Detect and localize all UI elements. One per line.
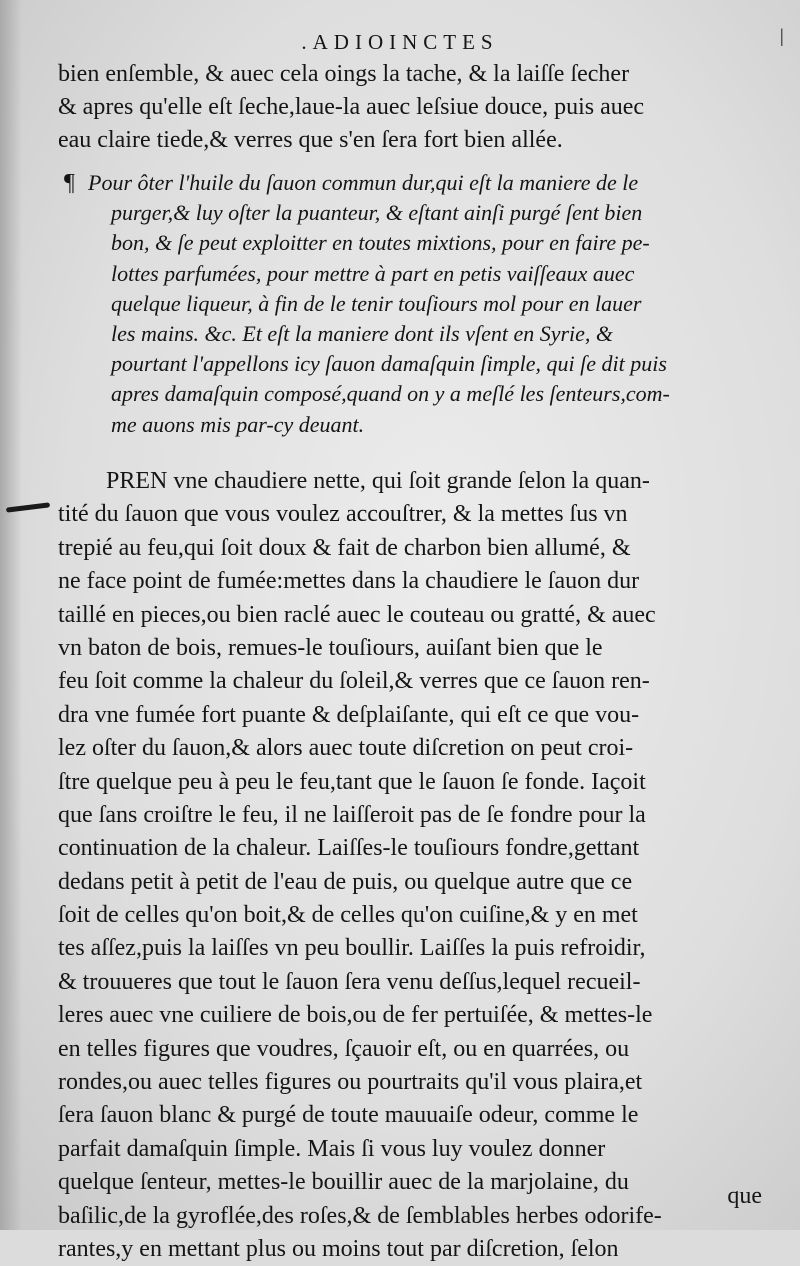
text-line: ſoit de celles qu'on boit,& de celles qu'on cuiſine,& y en met — [58, 902, 638, 929]
text-line: me auons mis par-cy deuant. — [111, 411, 365, 437]
italic-heading-paragraph — [64, 168, 776, 440]
main-paragraph — [58, 465, 770, 1266]
text-line: tes aſſez,puis la laiſſes vn peu boullir. Laiſſes la puis refroidir, — [58, 935, 646, 962]
text-line: apres damaſquin composé,quand on y a meſlé les ſenteurs,com- — [111, 381, 670, 407]
text-line: ſera ſauon blanc & purgé de toute mauuaiſe odeur, comme le — [58, 1102, 639, 1129]
text-line: & trouueres que tout le ſauon ſera venu deſſus,lequel recueil- — [58, 968, 641, 995]
running-head: .ADIOINCTES — [301, 30, 499, 54]
text-line: ne face point de fumée:mettes dans la chaudiere le ſauon dur — [58, 568, 640, 595]
text-line: lottes parfumées, pour mettre à part en petis vaiſſeaux auec — [111, 260, 635, 286]
text-line: quelque liqueur, à fin de le tenir touſiours mol pour en lauer — [111, 290, 642, 316]
text-line: feu ſoit comme la chaleur du ſoleil,& verres que ce ſauon ren- — [58, 668, 650, 695]
text-line: bien enſemble, & auec cela oings la tache, & la laiſſe ſecher — [58, 61, 630, 87]
text-line: PREN vne chaudiere nette, qui ſoit grande ſelon la quan- — [106, 468, 650, 494]
corner-mark: | — [779, 26, 784, 46]
text-line: que ſans croiſtre le feu, il ne laiſſeroit pas de ſe fondre pour la — [58, 801, 646, 828]
text-line: pourtant l'appellons icy ſauon damaſquin ſimple, qui ſe dit puis — [111, 351, 667, 377]
text-line: continuation de la chaleur. Laiſſes-le touſiours fondre,gettant — [58, 835, 640, 862]
text-line: quelque ſenteur, mettes-le bouillir auec de la marjolaine, du — [58, 1169, 629, 1196]
text-line: eau claire tiede,& verres que s'en ſera fort bien allée. — [58, 127, 563, 153]
text-line: ſtre quelque peu à peu le feu,tant que le ſauon ſe fonde. Iaçoit — [58, 768, 646, 795]
text-line: rondes,ou auec telles figures ou pourtraits qu'il vous plaira,et — [58, 1069, 643, 1096]
text-line: en telles figures que voudres, ſçauoir eſt, ou en quarrées, ou — [58, 1035, 630, 1062]
text-line: parfait damaſquin ſimple. Mais ſi vous luy voulez donner — [58, 1135, 606, 1162]
text-line: rantes,y en mettant plus ou moins tout par diſcretion, ſelon — [58, 1235, 619, 1262]
text-line: purger,& luy oſter la puanteur, & eſtant ainſi purgé ſent bien — [111, 200, 643, 226]
text-line: tité du ſauon que vous voulez accouſtrer, & la mettes ſus vn — [58, 501, 628, 528]
catchword: que — [727, 1183, 762, 1209]
pilcrow-mark: ¶ — [64, 170, 75, 196]
text-line: leres auec vne cuiliere de bois,ou de fer pertuiſée, & mettes-le — [58, 1002, 653, 1029]
text-line: dra vne fumée fort puante & deſplaiſante, qui eſt ce que vou- — [58, 701, 640, 728]
text-line: lez oſter du ſauon,& alors auec toute diſcretion on peut croi- — [58, 735, 634, 762]
top-paragraph — [58, 58, 770, 157]
text-line: dedans petit à petit de l'eau de puis, ou quelque autre que ce — [58, 868, 633, 895]
page-gutter-shadow — [0, 0, 22, 1230]
text-line: trepié au feu,qui ſoit doux & fait de charbon bien allumé, & — [58, 534, 631, 561]
text-line: taillé en pieces,ou bien raclé auec le couteau ou gratté, & auec — [58, 601, 656, 628]
text-line-content: Pour ôter l'huile du ſauon commun dur,qui eſt la maniere de le — [88, 170, 639, 195]
text-line — [64, 168, 776, 198]
text-line: vn baton de bois, remues-le touſiours, auiſant bien que le — [58, 634, 603, 661]
text-line: & apres qu'elle eſt ſeche,laue-la auec leſsiue douce, puis auec — [58, 94, 645, 120]
text-line: les mains. &c. Et eſt la maniere dont ils vſent en Syrie, & — [111, 320, 614, 346]
text-line: baſilic,de la gyroflée,des roſes,& de ſemblables herbes odorife- — [58, 1202, 662, 1229]
text-line: bon, & ſe peut exploitter en toutes mixtions, pour en faire pe- — [111, 230, 650, 256]
